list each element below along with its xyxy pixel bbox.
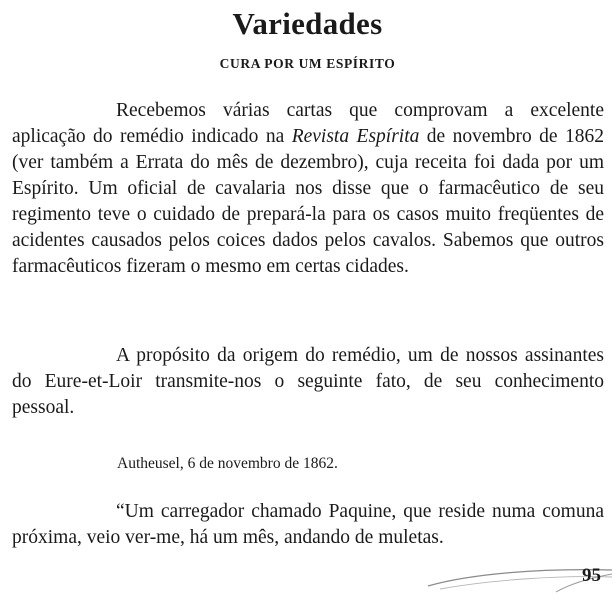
footer-swoosh-ornament <box>0 556 615 600</box>
paragraph-1-text-end: de novembro de 1862 (ver também a Errata do mês de dezembro), cuja receita foi dada por um Espírito. Um oficial de cavalaria nos disse que o farmacêutico de seu regimento teve o cuidado de prepará-la para os casos muito freqüentes de acidentes causados pelos coices dados pelos cavalos. Sabemos que outros farmacêuticos fizeram o mesmo em certas cidades. <box>12 126 604 277</box>
page-title: Variedades <box>232 6 383 41</box>
letter-dateline: Autheusel, 6 de novembro de 1862. <box>117 455 338 472</box>
page-footer <box>0 556 615 600</box>
journal-title-italic: Revista Espírita <box>291 126 420 147</box>
paragraph-2: A propósito da origem do remédio, um de nossos assinantes do Eure-et-Loir transmite-nos o seguinte fato, de seu conhecimento pessoal. <box>12 345 604 418</box>
paragraph-1-text-start: Recebemos várias cartas que comprovam a excelente aplicação do remédio indicado na <box>12 100 604 147</box>
section-subtitle: CURA POR UM ESPÍRITO <box>219 56 396 71</box>
paragraph-1 <box>12 98 604 280</box>
page-number: 95 <box>582 565 601 586</box>
paragraph-3: “Um carregador chamado Paquine, que reside numa comuna próxima, veio ver-me, há um mês, andando de muletas. <box>12 501 604 548</box>
